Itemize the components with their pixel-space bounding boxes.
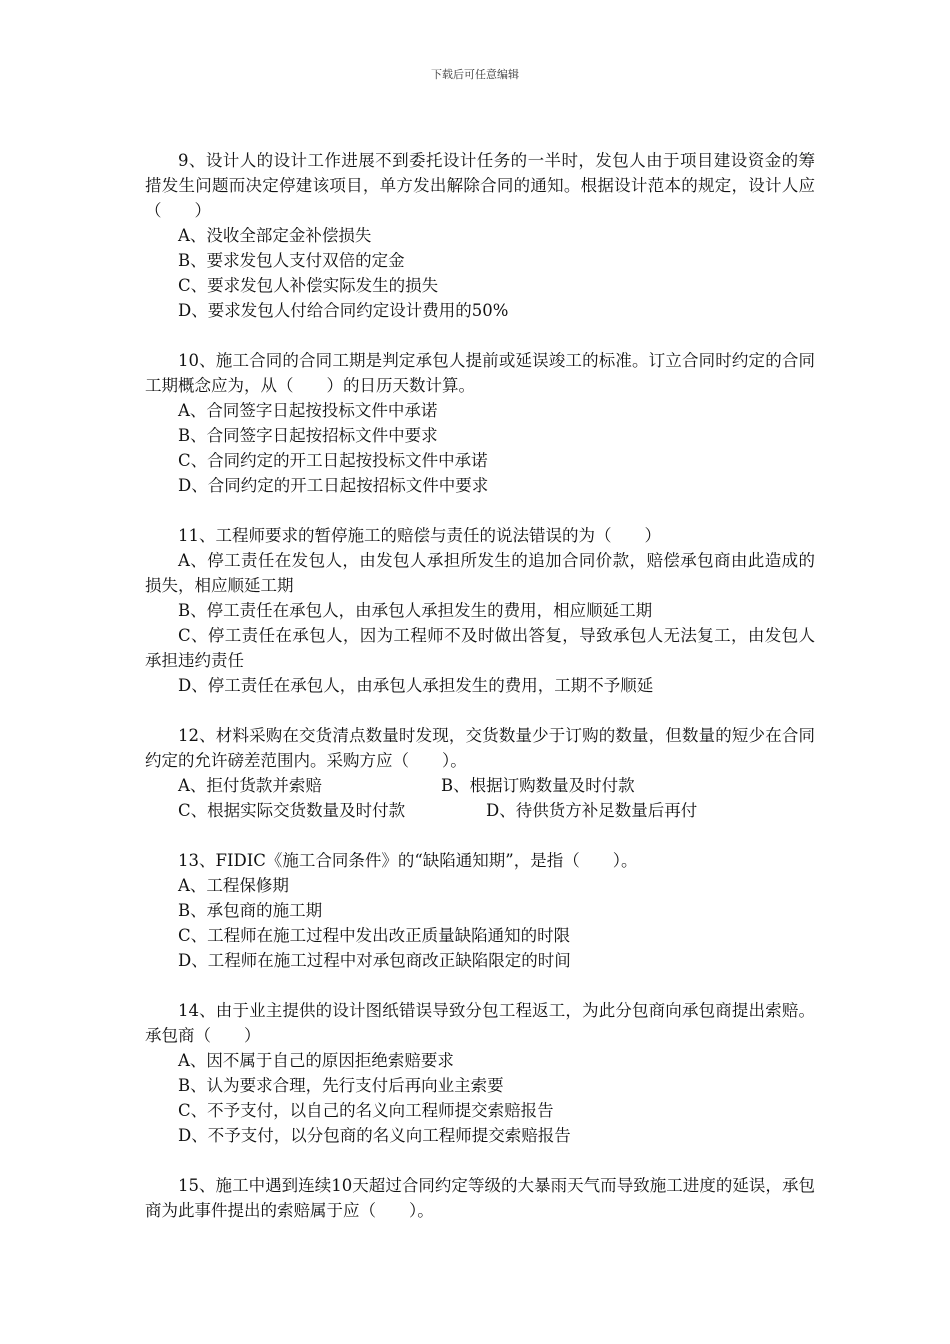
option-row: [145, 798, 815, 823]
question-stem: 13、FIDIC《施工合同条件》的“缺陷通知期”，是指（ ）。: [178, 851, 638, 870]
option-c: C、合同约定的开工日起按投标文件中承诺: [178, 451, 488, 470]
question-11: [145, 523, 815, 698]
option-a: A、因不属于自己的原因拒绝索赔要求: [178, 1051, 454, 1070]
option-c: C、不予支付，以自己的名义向工程师提交索赔报告: [178, 1101, 554, 1120]
option-b: B、根据订购数量及时付款: [441, 776, 635, 795]
option-a: A、工程保修期: [178, 876, 289, 895]
document-body: [145, 148, 815, 1248]
option-c: C、工程师在施工过程中发出改正质量缺陷通知的时限: [178, 926, 571, 945]
option-a: A、合同签字日起按投标文件中承诺: [178, 401, 438, 420]
option-d: D、工程师在施工过程中对承包商改正缺陷限定的时间: [178, 951, 571, 970]
option-c: C、要求发包人补偿实际发生的损失: [178, 276, 439, 295]
option-a: A、没收全部定金补偿损失: [178, 226, 372, 245]
question-10: [145, 348, 815, 498]
option-c: C、根据实际交货数量及时付款: [178, 801, 406, 820]
option-b: B、要求发包人支付双倍的定金: [178, 251, 405, 270]
option-b: B、认为要求合理，先行支付后再向业主索要: [178, 1076, 504, 1095]
option-a: A、拒付货款并索赔: [178, 776, 322, 795]
question-stem: 12、材料采购在交货清点数量时发现，交货数量少于订购的数量，但数量的短少在合同约定的允许磅差范围内。采购方应（ ）。: [145, 726, 815, 770]
option-d: D、合同约定的开工日起按招标文件中要求: [178, 476, 489, 495]
option-a: A、停工责任在发包人，由发包人承担所发生的追加合同价款，赔偿承包商由此造成的损失，相应顺延工期: [145, 551, 815, 595]
question-14: [145, 998, 815, 1148]
option-b: B、停工责任在承包人，由承包人承担发生的费用，相应顺延工期: [178, 601, 653, 620]
option-row: [145, 773, 815, 798]
option-d: D、要求发包人付给合同约定设计费用的50%: [178, 301, 509, 320]
option-c: C、停工责任在承包人，因为工程师不及时做出答复，导致承包人无法复工，由发包人承担违约责任: [145, 626, 815, 670]
question-stem: 11、工程师要求的暂停施工的赔偿与责任的说法错误的为（ ）: [178, 526, 661, 545]
question-stem: 10、施工合同的合同工期是判定承包人提前或延误竣工的标准。订立合同时约定的合同工期概念应为，从（ ）的日历天数计算。: [145, 351, 815, 395]
question-stem: 14、由于业主提供的设计图纸错误导致分包工程返工，为此分包商向承包商提出索赔。承包商（ ）: [145, 1001, 815, 1045]
option-b: B、承包商的施工期: [178, 901, 323, 920]
question-9: [145, 148, 815, 323]
option-d: D、不予支付，以分包商的名义向工程师提交索赔报告: [178, 1126, 571, 1145]
question-12: [145, 723, 815, 823]
question-stem: 9、设计人的设计工作进展不到委托设计任务的一半时，发包人由于项目建设资金的筹措发生问题而决定停建该项目，单方发出解除合同的通知。根据设计范本的规定，设计人应（ ）: [145, 151, 815, 220]
option-d: D、待供货方补足数量后再付: [486, 801, 698, 820]
page-header: 下载后可任意编辑: [431, 68, 519, 81]
option-d: D、停工责任在承包人，由承包人承担发生的费用，工期不予顺延: [178, 676, 654, 695]
question-stem: 15、施工中遇到连续10天超过合同约定等级的大暴雨天气而导致施工进度的延误，承包商为此事件提出的索赔属于应（ ）。: [145, 1176, 815, 1220]
option-b: B、合同签字日起按招标文件中要求: [178, 426, 438, 445]
question-15: [145, 1173, 815, 1223]
question-13: [145, 848, 815, 973]
